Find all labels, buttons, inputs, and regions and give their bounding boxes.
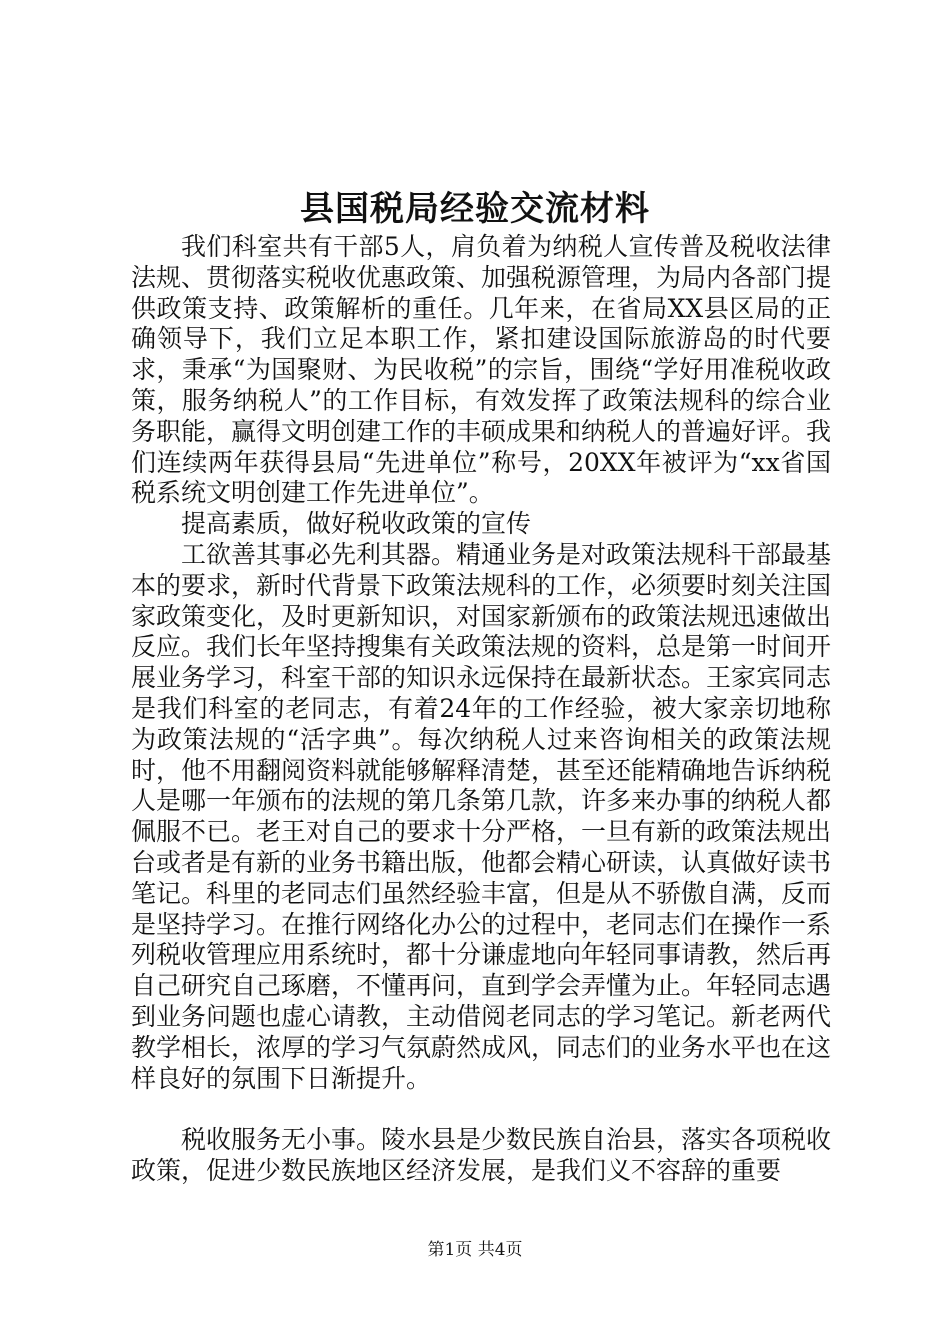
paragraph-intro: 我们科室共有干部5人，肩负着为纳税人宣传普及税收法律法规、贯彻落实税收优惠政策、加强税源管理，为局内各部门提供政策支持、政策解析的重任。几年来，在省局XX县区局的正确领导下，我们立足本职工作，紧扣建设国际旅游岛的时代要求，秉承“为国聚财、为民收税”的宗旨，围绕“学好用准税收政策，服务纳税人”的工作目标，有效发挥了政策法规科的综合业务职能，赢得文明创建工作的丰硕成果和纳税人的普遍好评。我们连续两年获得县局“先进单位”称号，20XX年被评为“xx省国税系统文明创建工作先进单位”。 [131,232,832,508]
document-title: 县国税局经验交流材料 [300,189,650,229]
paragraph-study: 工欲善其事必先利其器。精通业务是对政策法规科干部最基本的要求，新时代背景下政策法规科的工作，必须要时刻关注国家政策变化，及时更新知识，对国家新颁布的政策法规迅速做出反应。我们长年坚持搜集有关政策法规的资料，总是第一时间开展业务学习，科室干部的知识永远保持在最新状态。王家宾同志是我们科室的老同志，有着24年的工作经验，被大家亲切地称为政策法规的“活字典”。每次纳税人过来咨询相关的政策法规时，他不用翻阅资料就能够解释清楚，甚至还能精确地告诉纳税人是哪一年颁布的法规的第几条第几款，许多来办事的纳税人都佩服不已。老王对自己的要求十分严格，一旦有新的政策法规出台或者是有新的业务书籍出版，他都会精心研读，认真做好读书笔记。科里的老同志们虽然经验丰富，但是从不骄傲自满，反而是坚持学习。在推行网络化办公的过程中，老同志们在操作一系列税收管理应用系统时，都十分谦虚地向年轻同事请教，然后再自己研究自己琢磨，不懂再问，直到学会弄懂为止。年轻同志遇到业务问题也虚心请教，主动借阅老同志的学习笔记。新老两代教学相长，浓厚的学习气氛蔚然成风，同志们的业务水平也在这样良好的氛围下日渐提升。 [131,539,832,1093]
section-heading: 提高素质，做好税收政策的宣传 [181,509,532,539]
paragraph-service: 税收服务无小事。陵水县是少数民族自治县，落实各项税收政策，促进少数民族地区经济发展，是我们义不容辞的重要 [131,1125,832,1186]
document-body [131,232,831,1187]
page-number-footer: 第1页 共4页 [427,1240,523,1260]
